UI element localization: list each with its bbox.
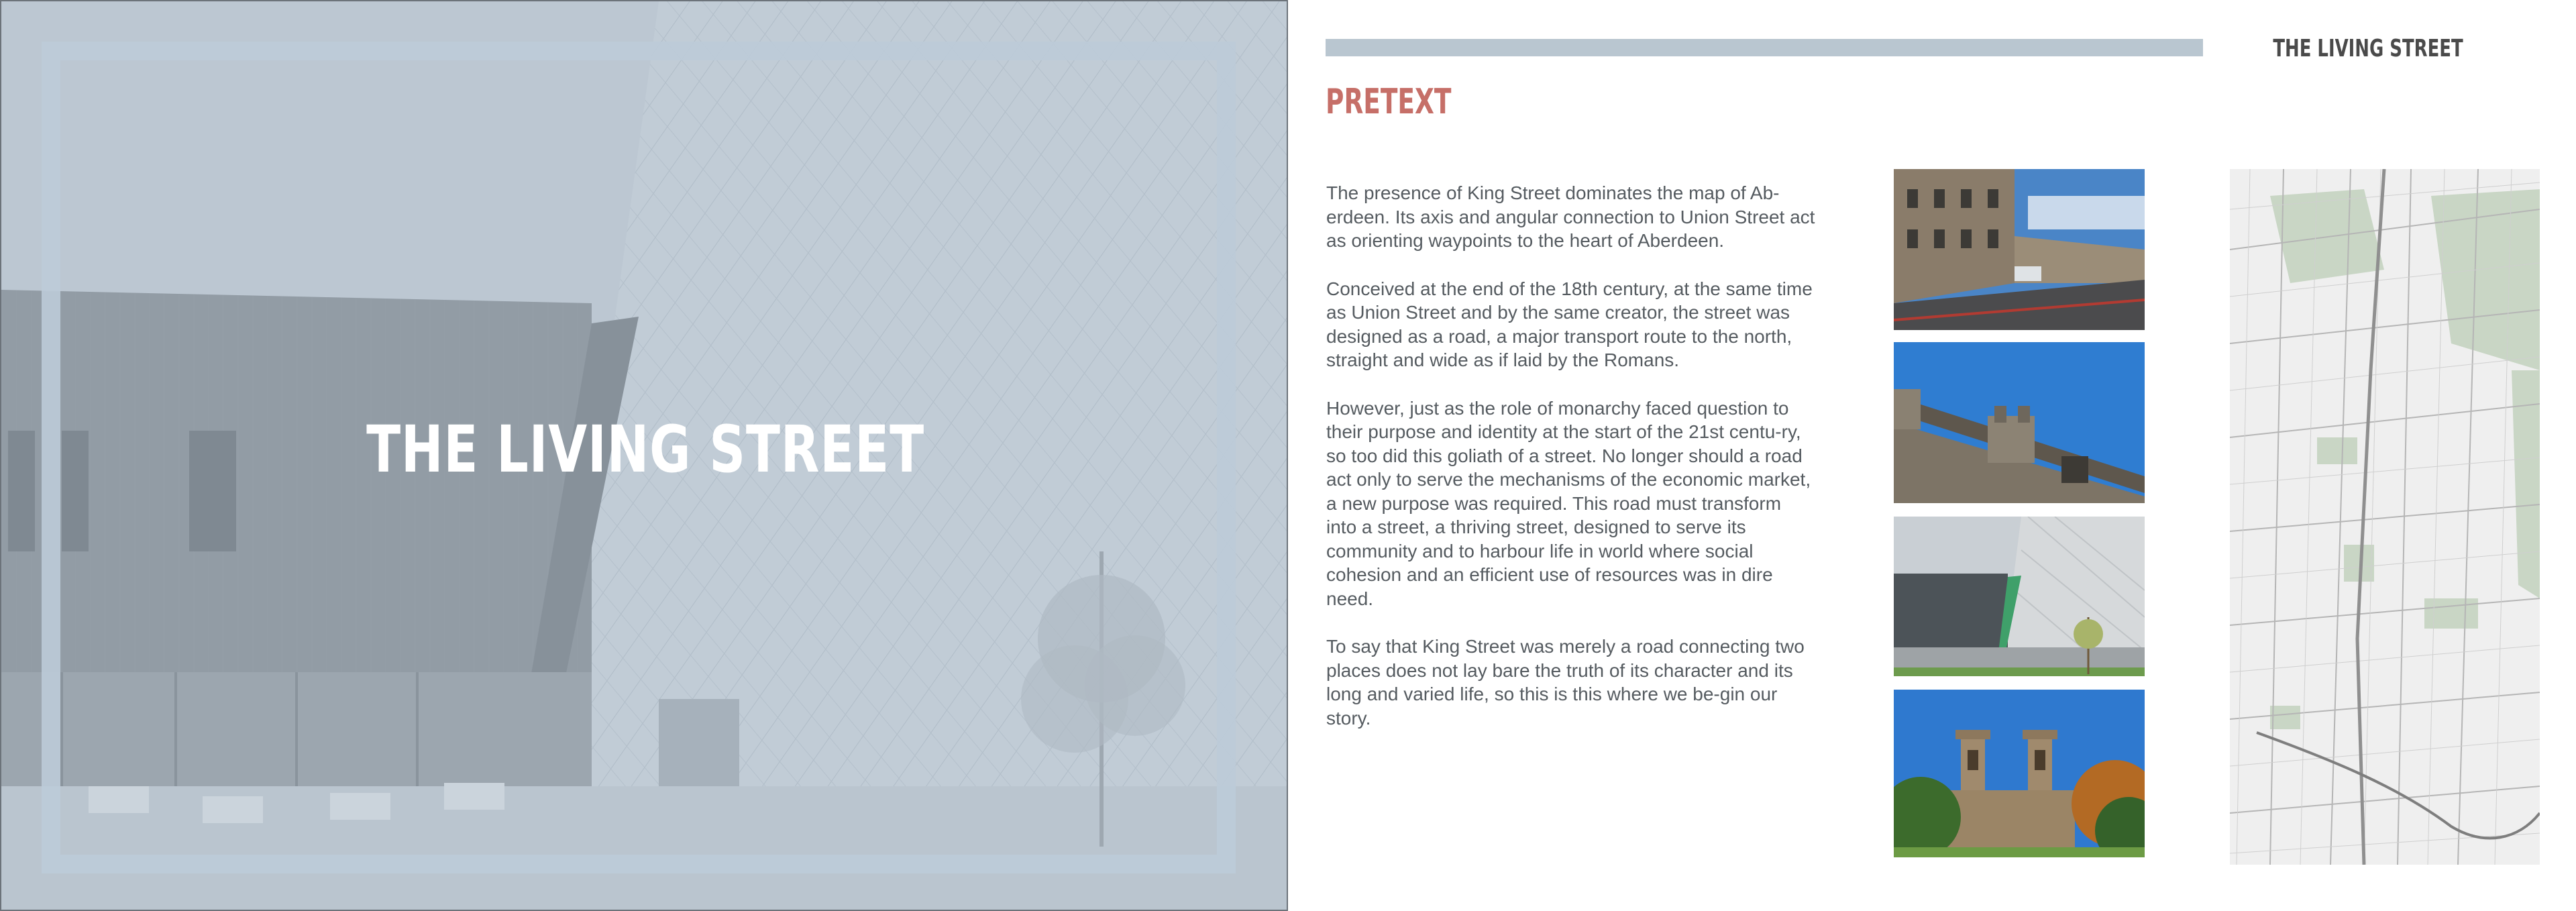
paragraph: Conceived at the end of the 18th century, at the same time as Union Street and by the same creator, the street was designed as a road, a major transport route to the north, straight and wide as if laid by the Romans. [1326,278,1813,370]
header-rule [1326,39,2203,56]
paragraph: However, just as the role of monarchy faced question to their purpose and identity at the start of the 21st centu-ry, so too did this goliath of a street. No longer should a road act only to serve the mechanisms of the economic market, a new purpose was required. This road must transform into a street, a thriving street, designed to serve its community and to harbour life in world where social cohesion and an efficient use of resources was in dire need. [1326,397,1811,609]
rooftop-photo [1894,342,2145,503]
site-map [2230,169,2540,865]
body-text [1326,181,1816,754]
paragraph: The presence of King Street dominates the map of Ab-erdeen. Its axis and angular connection to Union Street act as orienting waypoints to the heart of Aberdeen. [1326,182,1815,251]
running-head: THE LIVING STREET [2273,35,2463,62]
museum-photo [1894,517,2145,676]
content-page [1288,0,2576,911]
paragraph: To say that King Street was merely a road connecting two places does not lay bare the truth of its character and its long and varied life, so this is this where we be-gin our story. [1326,636,1805,729]
section-title: PRETEXT [1326,82,1452,122]
street-photo [1894,169,2145,330]
church-photo [1894,690,2145,857]
cover-title: THE LIVING STREET [366,412,924,487]
